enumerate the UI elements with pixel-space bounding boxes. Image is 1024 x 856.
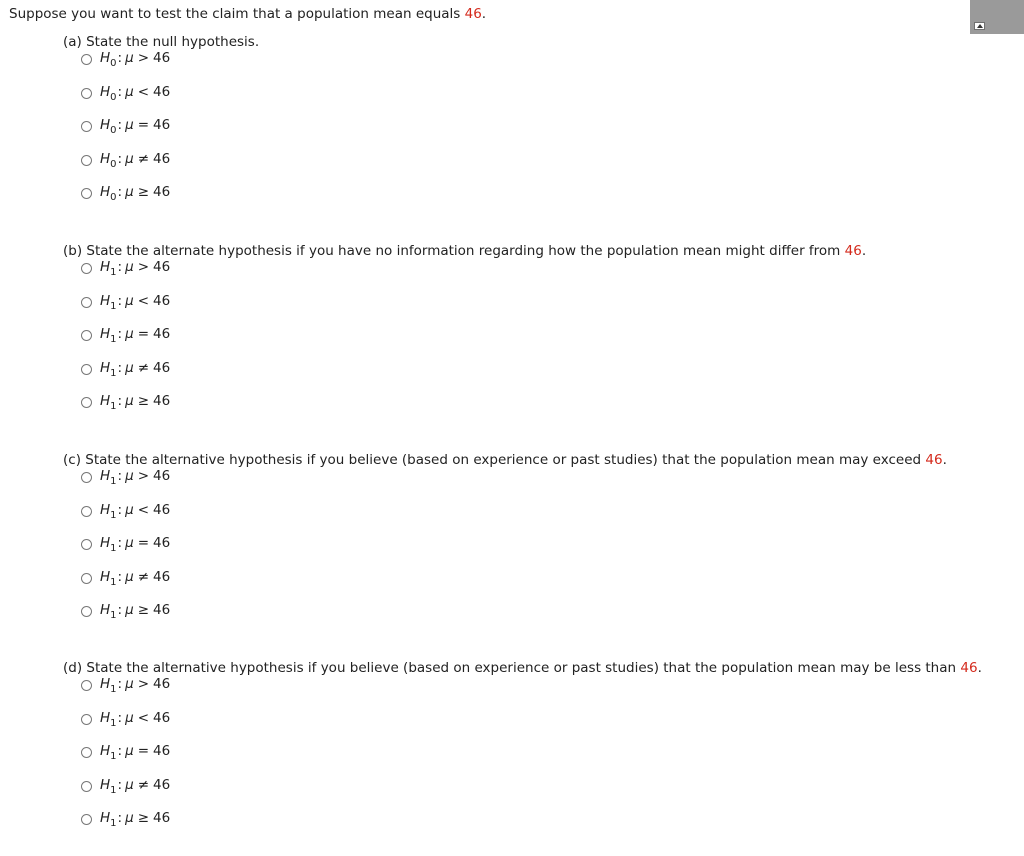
option-a-1[interactable]: $H_0$: μ > 46 <box>81 50 259 84</box>
radio-button[interactable] <box>81 88 92 99</box>
radio-button[interactable] <box>81 472 92 483</box>
radio-button[interactable] <box>81 263 92 274</box>
option-c-2[interactable]: $H_1$: μ < 46 <box>81 502 947 536</box>
section-d <box>63 658 982 844</box>
option-c-4[interactable]: $H_1$: μ ≠ 46 <box>81 569 947 603</box>
scroll-up-icon[interactable] <box>974 22 985 30</box>
radio-button[interactable] <box>81 364 92 375</box>
intro-text: Suppose you want to test the claim that a population mean equals <box>9 6 465 22</box>
option-a-4[interactable]: $H_0$: μ ≠ 46 <box>81 151 259 185</box>
question-a: (a) State the null hypothesis. <box>63 34 260 50</box>
option-b-3[interactable]: $H_1$: μ = 46 <box>81 326 866 360</box>
options-c <box>81 468 947 636</box>
radio-button[interactable] <box>81 297 92 308</box>
radio-button[interactable] <box>81 121 92 132</box>
radio-button[interactable] <box>81 747 92 758</box>
option-d-5[interactable]: $H_1$: μ ≥ 46 <box>81 810 982 844</box>
option-c-1[interactable]: $H_1$: μ > 46 <box>81 468 947 502</box>
radio-button[interactable] <box>81 814 92 825</box>
question-b: (b) State the alternate hypothesis if you have no information regarding how the population mean might differ from 46. <box>63 243 867 259</box>
option-d-2[interactable]: $H_1$: μ < 46 <box>81 710 982 744</box>
section-a <box>63 32 259 218</box>
radio-button[interactable] <box>81 397 92 408</box>
section-b <box>63 241 866 427</box>
option-b-2[interactable]: $H_1$: μ < 46 <box>81 293 866 327</box>
option-a-2[interactable]: $H_0$: μ < 46 <box>81 84 259 118</box>
scroll-panel[interactable] <box>970 0 1024 34</box>
intro-end: . <box>481 6 487 22</box>
radio-button[interactable] <box>81 330 92 341</box>
options-d <box>81 676 982 844</box>
options-a <box>81 50 259 218</box>
radio-button[interactable] <box>81 781 92 792</box>
radio-button[interactable] <box>81 606 92 617</box>
option-b-4[interactable]: $H_1$: μ ≠ 46 <box>81 360 866 394</box>
option-a-5[interactable]: $H_0$: μ ≥ 46 <box>81 184 259 218</box>
radio-button[interactable] <box>81 573 92 584</box>
radio-button[interactable] <box>81 539 92 550</box>
option-c-5[interactable]: $H_1$: μ ≥ 46 <box>81 602 947 636</box>
option-d-3[interactable]: $H_1$: μ = 46 <box>81 743 982 777</box>
radio-button[interactable] <box>81 155 92 166</box>
problem-statement <box>9 6 486 22</box>
options-b <box>81 259 866 427</box>
option-b-5[interactable]: $H_1$: μ ≥ 46 <box>81 393 866 427</box>
intro-value: 46 <box>464 6 482 22</box>
option-b-1[interactable]: $H_1$: μ > 46 <box>81 259 866 293</box>
question-c: (c) State the alternative hypothesis if you believe (based on experience or past studies) that the population mean may exceed 46. <box>63 452 947 468</box>
option-d-4[interactable]: $H_1$: μ ≠ 46 <box>81 777 982 811</box>
option-c-3[interactable]: $H_1$: μ = 46 <box>81 535 947 569</box>
radio-button[interactable] <box>81 680 92 691</box>
option-d-1[interactable]: $H_1$: μ > 46 <box>81 676 982 710</box>
option-a-3[interactable]: $H_0$: μ = 46 <box>81 117 259 151</box>
section-c <box>63 450 947 636</box>
radio-button[interactable] <box>81 506 92 517</box>
radio-button[interactable] <box>81 54 92 65</box>
radio-button[interactable] <box>81 714 92 725</box>
question-d: (d) State the alternative hypothesis if you believe (based on experience or past studies) that the population mean may be less than 46. <box>63 660 982 676</box>
radio-button[interactable] <box>81 188 92 199</box>
